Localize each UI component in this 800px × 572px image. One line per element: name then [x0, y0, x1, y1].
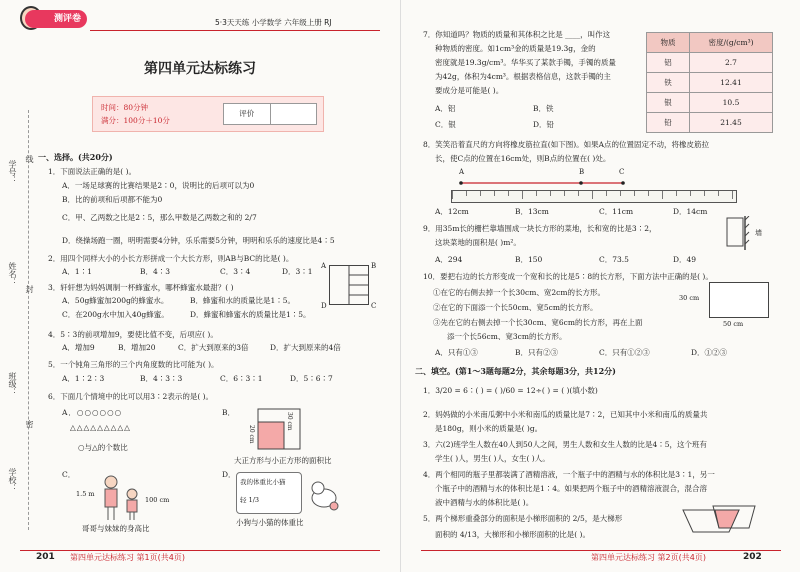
- q10-option-c: C．只有①②③: [599, 348, 650, 357]
- q6-option-c-caption: 哥哥与妹妹的身高比: [82, 524, 150, 533]
- q2-rectangle-figure: [329, 265, 369, 305]
- q10-option-b: B．只有②③: [515, 348, 559, 357]
- q1-option-b: B．比的前项和后项都不能为0: [62, 195, 163, 204]
- ruler-tick: [690, 191, 691, 196]
- q9-option-c: C．73.5: [599, 255, 629, 264]
- q2-option-c: C．3∶4: [220, 267, 251, 276]
- ruler-point-a: A: [459, 168, 465, 176]
- garden-wall-figure: [725, 216, 755, 252]
- ruler-point-b: B: [579, 168, 585, 176]
- table-cell: 2.7: [690, 53, 773, 73]
- page-number-201: 201: [36, 552, 55, 562]
- ruler-tick: [718, 191, 719, 196]
- fig-label-a: A: [321, 262, 327, 270]
- q1-stem: 1．下面说法正确的是( )。: [48, 167, 137, 176]
- q5-option-b: B．4∶3∶3: [140, 374, 183, 383]
- ruler-tick: [578, 191, 579, 196]
- speech-bubble: [236, 472, 302, 514]
- table-row: [647, 53, 773, 73]
- q5-stem: 5．一个钝角三角形的三个内角度数的比可能为( )。: [48, 360, 219, 369]
- ruler-tick: [676, 191, 677, 196]
- ruler-tick: [522, 191, 523, 199]
- footer-text-right: 第四单元达标练习 第2页(共4页): [591, 553, 706, 562]
- q1-option-a: A．一场足球赛的比赛结果是2∶0，说明比的后项可以为0: [62, 181, 255, 190]
- table-cell: 铝: [647, 53, 690, 73]
- q6-option-a-circles: A．○○○○○○: [62, 408, 123, 417]
- section-fill-title: 二、填空。(第1～3题每题2分，其余每题3分，共12分): [415, 366, 616, 376]
- fig-label-b: B: [371, 262, 377, 270]
- q8-option-b: B．13cm: [515, 207, 549, 216]
- ruler-tick: [564, 191, 565, 196]
- q2-stem: 2．用四个同样大小的小长方形拼成一个大长方形，则AB与BC的比是( )。: [48, 254, 294, 263]
- q6-dim-20: 20 cm: [248, 425, 255, 444]
- q8-option-a: A．12cm: [435, 207, 469, 216]
- seal-dense-text: 密: [25, 420, 34, 428]
- q6-option-b-caption: 大正方形与小正方形的面积比: [234, 456, 332, 465]
- table-header-substance: 物质: [647, 33, 690, 53]
- table-cell: 12.41: [690, 73, 773, 93]
- binding-line: [28, 110, 29, 530]
- ruler-tick: [452, 191, 453, 199]
- q3-option-d: D．蜂蜜和蜂蜜水的质量比是1∶5。: [190, 310, 311, 319]
- page-number-202: 202: [743, 552, 762, 562]
- q4-option-a: A．增加9: [62, 343, 95, 352]
- ruler-tick: [550, 191, 551, 196]
- table-row: [647, 113, 773, 133]
- footer-rule-right: [421, 550, 781, 551]
- footer-text-left: 第四单元达标练习 第1页(共4页): [70, 553, 185, 562]
- q10-rectangle: [709, 282, 769, 318]
- q6-option-c-label: C．: [62, 470, 76, 479]
- wall-label: 墙: [755, 229, 762, 237]
- q6-option-d-caption: 小狗与小猫的体重比: [236, 518, 304, 527]
- ruler-tick: [648, 191, 649, 196]
- f3-line-1: 3．六(2)班学生人数在40人到50人之间，男生人数和女生人数的比是4∶5，这个班有: [423, 440, 708, 449]
- q3-option-a: A．50g蜂蜜加200g的蜂蜜水。: [62, 296, 169, 305]
- q5-option-d: D．5∶6∶7: [290, 374, 333, 383]
- q4-stem: 4．5∶3的前项增加9，要使比值不变，后项应( )。: [48, 330, 218, 339]
- q8-option-d: D．14cm: [673, 207, 708, 216]
- seal-seal-text: 封: [25, 285, 34, 293]
- q8-line-2: 长，使C点的位置在16cm处，则B点的位置在( )处。: [435, 154, 611, 163]
- f3-line-2: 学生( )人，男生( )人，女生( )人。: [435, 454, 550, 463]
- q6-option-b-label: B．: [222, 408, 236, 417]
- q10-option-a: A．只有①③: [435, 348, 478, 357]
- fig-label-c: C: [371, 302, 377, 310]
- q9-line-1: 9．用35m长的栅栏靠墙围成一块长方形的菜地，长和宽的比是3∶2，: [423, 224, 657, 233]
- q6-height-brother: 1.5 m: [76, 490, 95, 498]
- q1-option-c: C．甲、乙两数之比是2∶5，那么甲数是乙两数之和的 2/7: [62, 213, 257, 222]
- q9-line-2: 这块菜地的面积是( )m²。: [435, 238, 521, 247]
- info-box: [92, 96, 324, 132]
- q7-line-4: 为42g，体积为4cm³。根据表格信息，这款手镯的主: [435, 72, 611, 81]
- fig-label-d: D: [321, 302, 327, 310]
- dog-cat-icon: [304, 474, 344, 514]
- trapezoids-figure: [679, 502, 759, 538]
- bubble-text-1: 我的体重比小猫: [240, 478, 286, 486]
- q3-stem: 3．轩轩想为妈妈调制一杯蜂蜜水，哪杯蜂蜜水最甜？( ): [48, 283, 234, 292]
- q10-option-d: D．①②③: [691, 348, 728, 357]
- q6-option-d-label: D．: [222, 470, 236, 479]
- q2-option-b: B．4∶3: [140, 267, 171, 276]
- rubber-band: [459, 177, 629, 191]
- ruler-tick: [466, 191, 467, 196]
- q7-line-3: 密度就是19.3g/cm³。华华买了某款手镯，手镯的质量: [435, 58, 616, 67]
- ruler-point-c: C: [619, 168, 625, 176]
- evaluation-label: 评价: [224, 104, 271, 124]
- q9-option-b: B．150: [515, 255, 543, 264]
- f4-line-1: 4．两个相同的瓶子里都装满了酒精溶液，一个瓶子中的酒精与水的体积比是3∶1，另一: [423, 470, 715, 479]
- q10-stem: 10．要把右边的长方形变成一个宽和长的比是5∶8的长方形，下面方法中正确的是( )。: [423, 272, 713, 281]
- ruler-tick: [620, 191, 621, 196]
- table-cell: 铅: [647, 113, 690, 133]
- q10-dim-50: 50 cm: [723, 320, 744, 328]
- q7-option-a: A．铝: [435, 104, 456, 113]
- q4-option-d: D．扩大到原来的4倍: [270, 343, 341, 352]
- f2-line-2: 是180g，则小米的质量是( )g。: [435, 424, 543, 433]
- f4-line-2: 个瓶子中的酒精与水的体积比是1∶4。如果把两个瓶子中的酒精溶液混合，混合溶: [435, 484, 708, 493]
- q6-stem: 6．下面几个情境中的比可以用3∶2表示的是( )。: [48, 392, 214, 401]
- table-row: [647, 73, 773, 93]
- right-page: [400, 0, 800, 572]
- q7-line-2: 种物质的密度。如1cm³金的质量是19.3g，金的: [435, 44, 596, 53]
- q6-height-sister: 100 cm: [145, 496, 170, 504]
- table-cell: 银: [647, 93, 690, 113]
- section-choice-title: 一、选择。(共20分): [38, 152, 113, 162]
- ruler-tick: [606, 191, 607, 196]
- q2-option-d: D．3∶1: [282, 267, 313, 276]
- test-badge: 测评卷: [25, 10, 87, 28]
- ruler-tick: [494, 191, 495, 196]
- q1-option-d: D．绕操场跑一圈，明明需要4分钟，乐乐需要5分钟，明明和乐乐的速度比是4∶5: [62, 236, 335, 245]
- q4-option-b: B．增加20: [118, 343, 156, 352]
- full-score: 满分：100分＋10分: [101, 116, 170, 125]
- f5-line-1: 5．两个梯形重叠部分的面积是小梯形面积的 2/5，是大梯形: [423, 514, 623, 523]
- q6-option-a-caption: ○与△的个数比: [78, 443, 128, 452]
- q6-dim-30: 30 cm: [286, 412, 293, 431]
- q10-method-3b: 添一个长56cm、宽3cm的长方形。: [447, 332, 567, 341]
- ruler-tick: [536, 191, 537, 196]
- q3-option-c: C．在200g水中加入40g蜂蜜。: [62, 310, 169, 319]
- bubble-text-2: 轻 1/3: [240, 496, 260, 504]
- school-label: 学校：: [8, 468, 17, 492]
- seal-line-text: 线: [25, 155, 34, 163]
- q5-option-a: A．1∶2∶3: [62, 374, 105, 383]
- q10-dim-30: 30 cm: [679, 294, 700, 302]
- header-rule: [90, 30, 380, 31]
- evaluation-field[interactable]: [271, 104, 317, 124]
- f1-line: 1．3/20 = 6∶( ) = ( )/60 = 12÷( ) = ( )(填小数): [423, 386, 598, 395]
- page-title: 第四单元达标练习: [144, 61, 256, 77]
- q10-method-2: ②在它的下面添一个长50cm、宽5cm的长方形。: [433, 303, 598, 312]
- ruler-tick: [662, 191, 663, 199]
- ruler-tick: [480, 191, 481, 196]
- ruler-tick: [704, 191, 705, 196]
- class-label: 班级：: [8, 372, 17, 396]
- f5-line-2: 面积的 4/13，大梯形和小梯形面积的比是( )。: [435, 530, 590, 539]
- q8-line-1: 8．笑笑沿着直尺的方向将橡皮筋拉直(如下图)。如果A点的位置固定不动，将橡皮筋拉: [423, 140, 710, 149]
- table-cell: 10.5: [690, 93, 773, 113]
- table-cell: 铁: [647, 73, 690, 93]
- q7-option-d: D．铅: [533, 120, 555, 129]
- time-limit: 时间：80分钟: [101, 103, 149, 112]
- table-cell: 21.45: [690, 113, 773, 133]
- student-id-label: 学号：: [8, 160, 17, 184]
- f4-line-3: 液中酒精与水的体积比是( )。: [435, 498, 534, 507]
- q3-option-b: B．蜂蜜和水的质量比是1∶5。: [190, 296, 296, 305]
- q9-option-a: A．294: [435, 255, 463, 264]
- ruler-tick: [592, 191, 593, 199]
- student-name-label: 姓名：: [8, 262, 17, 286]
- table-header-density: 密度/(g/cm³): [690, 33, 773, 53]
- ruler-tick: [732, 191, 733, 199]
- density-table: [646, 32, 773, 133]
- series-header: 5·3天天练 小学数学 六年级上册 RJ: [215, 18, 332, 27]
- evaluation-box: [223, 103, 317, 125]
- q10-method-1: ①在它的右侧去掉一个长30cm、宽2cm的长方形。: [433, 288, 605, 297]
- q10-method-3a: ③先在它的右侧去掉一个长30cm、宽6cm的长方形，再在上面: [433, 318, 643, 327]
- q7-option-c: C．银: [435, 120, 456, 129]
- q7-line-5: 要成分是可能是( )。: [435, 86, 504, 95]
- footer-rule-left: [20, 550, 380, 551]
- q2-option-a: A．1∶1: [62, 267, 92, 276]
- table-row: [647, 93, 773, 113]
- q6-option-a-triangles: △△△△△△△△△: [70, 423, 131, 432]
- q7-option-b: B．铁: [533, 104, 554, 113]
- q5-option-c: C．6∶3∶1: [220, 374, 263, 383]
- q4-option-c: C．扩大到原来的3倍: [178, 343, 249, 352]
- q9-option-d: D．49: [673, 255, 697, 264]
- ruler: [451, 190, 737, 203]
- q8-option-c: C．11cm: [599, 207, 634, 216]
- ruler-tick: [508, 191, 509, 196]
- children-illustration-icon: [100, 474, 144, 522]
- f2-line-1: 2．妈妈做的小米南瓜粥中小米和南瓜的质量比是7∶2，已知其中小米和南瓜的质量共: [423, 410, 708, 419]
- q7-line-1: 7．你知道吗？物质的质量和其体积之比是 ____，叫作这: [423, 30, 611, 39]
- ruler-tick: [634, 191, 635, 196]
